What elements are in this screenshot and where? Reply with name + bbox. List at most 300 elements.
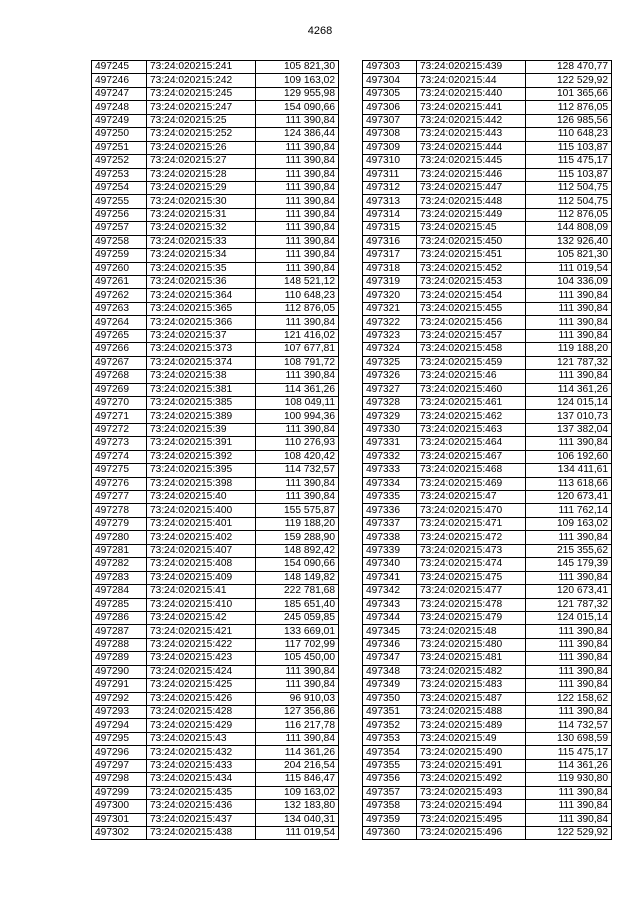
cadastral-number: 73:24:020215:456	[417, 316, 526, 329]
row-number: 497310	[363, 155, 417, 168]
table-row	[92, 638, 339, 651]
table-row	[363, 477, 612, 490]
cadastral-number: 73:24:020215:438	[147, 826, 256, 839]
table-row	[92, 531, 339, 544]
table-row	[363, 517, 612, 530]
cadastral-number: 73:24:020215:43	[147, 732, 256, 745]
cadastral-number: 73:24:020215:432	[147, 746, 256, 759]
cadastral-number: 73:24:020215:471	[417, 517, 526, 530]
cadastral-number: 73:24:020215:407	[147, 544, 256, 557]
row-number: 497336	[363, 504, 417, 517]
cadastral-value: 119 930,80	[526, 773, 612, 786]
row-number: 497267	[92, 356, 147, 369]
table-row	[363, 343, 612, 356]
table-row	[363, 638, 612, 651]
cadastral-value: 111 390,84	[256, 423, 339, 436]
table-row	[92, 759, 339, 772]
cadastral-number: 73:24:020215:366	[147, 316, 256, 329]
table-row	[92, 665, 339, 678]
cadastral-value: 108 049,11	[256, 396, 339, 409]
table-row	[92, 746, 339, 759]
cadastral-value: 114 361,26	[526, 383, 612, 396]
table-row	[363, 558, 612, 571]
table-row	[363, 598, 612, 611]
table-row	[363, 450, 612, 463]
cadastral-number: 73:24:020215:480	[417, 638, 526, 651]
cadastral-number: 73:24:020215:27	[147, 155, 256, 168]
cadastral-value: 127 356,86	[256, 706, 339, 719]
cadastral-number: 73:24:020215:494	[417, 800, 526, 813]
cadastral-number: 73:24:020215:472	[417, 531, 526, 544]
table-row	[92, 423, 339, 436]
row-number: 497312	[363, 181, 417, 194]
table-row	[363, 249, 612, 262]
cadastral-value: 124 386,44	[256, 128, 339, 141]
cadastral-number: 73:24:020215:381	[147, 383, 256, 396]
cadastral-number: 73:24:020215:33	[147, 235, 256, 248]
row-number: 497282	[92, 558, 147, 571]
cadastral-value: 105 821,30	[256, 61, 339, 74]
cadastral-value: 132 926,40	[526, 235, 612, 248]
row-number: 497354	[363, 746, 417, 759]
cadastral-number: 73:24:020215:436	[147, 800, 256, 813]
table-row	[363, 222, 612, 235]
table-row	[92, 800, 339, 813]
table-row	[92, 598, 339, 611]
cadastral-table-left	[91, 60, 339, 840]
table-row	[92, 249, 339, 262]
cadastral-number: 73:24:020215:35	[147, 262, 256, 275]
cadastral-value: 105 821,30	[526, 249, 612, 262]
row-number: 497330	[363, 423, 417, 436]
row-number: 497270	[92, 396, 147, 409]
table-row	[92, 491, 339, 504]
table-row	[363, 504, 612, 517]
cadastral-number: 73:24:020215:470	[417, 504, 526, 517]
cadastral-value: 111 390,84	[526, 437, 612, 450]
row-number: 497329	[363, 410, 417, 423]
cadastral-number: 73:24:020215:477	[417, 585, 526, 598]
cadastral-number: 73:24:020215:475	[417, 571, 526, 584]
table-row	[363, 423, 612, 436]
cadastral-value: 110 648,23	[526, 128, 612, 141]
row-number: 497353	[363, 732, 417, 745]
row-number: 497359	[363, 813, 417, 826]
cadastral-number: 73:24:020215:37	[147, 329, 256, 342]
cadastral-number: 73:24:020215:44	[417, 74, 526, 87]
table-row	[363, 437, 612, 450]
cadastral-value: 111 762,14	[526, 504, 612, 517]
table-row	[92, 276, 339, 289]
cadastral-value: 154 090,66	[256, 101, 339, 114]
row-number: 497326	[363, 370, 417, 383]
cadastral-value: 130 698,59	[526, 732, 612, 745]
cadastral-number: 73:24:020215:493	[417, 786, 526, 799]
cadastral-value: 119 188,20	[256, 517, 339, 530]
row-number: 497284	[92, 585, 147, 598]
cadastral-number: 73:24:020215:401	[147, 517, 256, 530]
cadastral-value: 111 390,84	[256, 370, 339, 383]
row-number: 497358	[363, 800, 417, 813]
cadastral-value: 159 288,90	[256, 531, 339, 544]
cadastral-value: 111 390,84	[256, 262, 339, 275]
table-row	[363, 585, 612, 598]
cadastral-value: 111 390,84	[526, 652, 612, 665]
row-number: 497308	[363, 128, 417, 141]
table-row	[92, 141, 339, 154]
table-row	[363, 383, 612, 396]
row-number: 497296	[92, 746, 147, 759]
row-number: 497314	[363, 208, 417, 221]
row-number: 497252	[92, 155, 147, 168]
table-row	[92, 396, 339, 409]
table-row	[92, 87, 339, 100]
table-row	[363, 571, 612, 584]
table-row	[363, 128, 612, 141]
cadastral-value: 120 673,41	[526, 585, 612, 598]
cadastral-number: 73:24:020215:434	[147, 773, 256, 786]
row-number: 497309	[363, 141, 417, 154]
row-number: 497258	[92, 235, 147, 248]
cadastral-value: 122 158,62	[526, 692, 612, 705]
row-number: 497248	[92, 101, 147, 114]
cadastral-value: 115 475,17	[526, 746, 612, 759]
table-row	[92, 786, 339, 799]
table-row	[363, 826, 612, 839]
cadastral-value: 111 390,84	[256, 114, 339, 127]
table-row	[92, 625, 339, 638]
cadastral-value: 111 390,84	[256, 222, 339, 235]
table-row	[92, 826, 339, 839]
table-row	[363, 652, 612, 665]
table-row	[363, 208, 612, 221]
row-number: 497341	[363, 571, 417, 584]
cadastral-number: 73:24:020215:252	[147, 128, 256, 141]
row-number: 497335	[363, 491, 417, 504]
table-row	[363, 181, 612, 194]
cadastral-number: 73:24:020215:41	[147, 585, 256, 598]
cadastral-number: 73:24:020215:365	[147, 302, 256, 315]
cadastral-number: 73:24:020215:439	[417, 61, 526, 74]
cadastral-value: 105 450,00	[256, 652, 339, 665]
cadastral-number: 73:24:020215:492	[417, 773, 526, 786]
cadastral-number: 73:24:020215:241	[147, 61, 256, 74]
cadastral-number: 73:24:020215:424	[147, 665, 256, 678]
cadastral-value: 185 651,40	[256, 598, 339, 611]
cadastral-number: 73:24:020215:42	[147, 611, 256, 624]
cadastral-number: 73:24:020215:30	[147, 195, 256, 208]
cadastral-number: 73:24:020215:31	[147, 208, 256, 221]
table-row	[92, 383, 339, 396]
table-row	[92, 343, 339, 356]
table-row	[92, 262, 339, 275]
cadastral-number: 73:24:020215:440	[417, 87, 526, 100]
cadastral-value: 116 217,78	[256, 719, 339, 732]
table-row	[363, 773, 612, 786]
table-row	[92, 222, 339, 235]
cadastral-number: 73:24:020215:490	[417, 746, 526, 759]
cadastral-number: 73:24:020215:488	[417, 706, 526, 719]
row-number: 497260	[92, 262, 147, 275]
cadastral-value: 115 103,87	[526, 141, 612, 154]
cadastral-number: 73:24:020215:426	[147, 692, 256, 705]
table-row	[92, 477, 339, 490]
table-row	[92, 450, 339, 463]
table-row	[92, 706, 339, 719]
cadastral-value: 111 019,54	[526, 262, 612, 275]
cadastral-number: 73:24:020215:496	[417, 826, 526, 839]
table-row	[92, 329, 339, 342]
table-row	[92, 74, 339, 87]
cadastral-number: 73:24:020215:435	[147, 786, 256, 799]
row-number: 497356	[363, 773, 417, 786]
table-row	[92, 464, 339, 477]
row-number: 497261	[92, 276, 147, 289]
cadastral-value: 111 390,84	[526, 800, 612, 813]
row-number: 497311	[363, 168, 417, 181]
row-number: 497287	[92, 625, 147, 638]
cadastral-number: 73:24:020215:429	[147, 719, 256, 732]
cadastral-number: 73:24:020215:425	[147, 679, 256, 692]
cadastral-value: 134 411,61	[526, 464, 612, 477]
row-number: 497297	[92, 759, 147, 772]
table-row	[92, 302, 339, 315]
cadastral-value: 128 470,77	[526, 61, 612, 74]
cadastral-number: 73:24:020215:26	[147, 141, 256, 154]
cadastral-value: 112 504,75	[526, 181, 612, 194]
row-number: 497283	[92, 571, 147, 584]
cadastral-number: 73:24:020215:373	[147, 343, 256, 356]
table-row	[363, 706, 612, 719]
cadastral-number: 73:24:020215:451	[417, 249, 526, 262]
cadastral-number: 73:24:020215:395	[147, 464, 256, 477]
row-number: 497295	[92, 732, 147, 745]
cadastral-number: 73:24:020215:453	[417, 276, 526, 289]
cadastral-value: 108 420,42	[256, 450, 339, 463]
cadastral-value: 132 183,80	[256, 800, 339, 813]
cadastral-number: 73:24:020215:48	[417, 625, 526, 638]
table-row	[363, 665, 612, 678]
cadastral-number: 73:24:020215:40	[147, 491, 256, 504]
row-number: 497256	[92, 208, 147, 221]
cadastral-number: 73:24:020215:445	[417, 155, 526, 168]
cadastral-number: 73:24:020215:46	[417, 370, 526, 383]
row-number: 497281	[92, 544, 147, 557]
table-row	[363, 316, 612, 329]
cadastral-number: 73:24:020215:450	[417, 235, 526, 248]
table-row	[92, 504, 339, 517]
table-row	[92, 316, 339, 329]
cadastral-number: 73:24:020215:481	[417, 652, 526, 665]
table-row	[363, 491, 612, 504]
cadastral-number: 73:24:020215:47	[417, 491, 526, 504]
cadastral-value: 154 090,66	[256, 558, 339, 571]
table-row	[92, 544, 339, 557]
table-row	[363, 732, 612, 745]
row-number: 497292	[92, 692, 147, 705]
cadastral-value: 111 390,84	[526, 571, 612, 584]
table-row	[363, 719, 612, 732]
table-row	[92, 61, 339, 74]
table-row	[92, 168, 339, 181]
table-row	[92, 356, 339, 369]
table-row	[363, 302, 612, 315]
cadastral-number: 73:24:020215:421	[147, 625, 256, 638]
cadastral-value: 144 808,09	[526, 222, 612, 235]
cadastral-value: 117 702,99	[256, 638, 339, 651]
table-row	[363, 87, 612, 100]
cadastral-value: 114 361,26	[526, 759, 612, 772]
table-row	[363, 746, 612, 759]
cadastral-value: 124 015,14	[526, 611, 612, 624]
row-number: 497352	[363, 719, 417, 732]
cadastral-number: 73:24:020215:34	[147, 249, 256, 262]
cadastral-value: 115 475,17	[526, 155, 612, 168]
row-number: 497279	[92, 517, 147, 530]
cadastral-number: 73:24:020215:462	[417, 410, 526, 423]
cadastral-number: 73:24:020215:449	[417, 208, 526, 221]
cadastral-number: 73:24:020215:487	[417, 692, 526, 705]
cadastral-value: 137 382,04	[526, 423, 612, 436]
cadastral-value: 124 015,14	[526, 396, 612, 409]
cadastral-number: 73:24:020215:39	[147, 423, 256, 436]
table-row	[363, 611, 612, 624]
cadastral-value: 129 955,98	[256, 87, 339, 100]
table-row	[363, 410, 612, 423]
cadastral-value: 115 103,87	[526, 168, 612, 181]
row-number: 497346	[363, 638, 417, 651]
cadastral-value: 115 846,47	[256, 773, 339, 786]
row-number: 497294	[92, 719, 147, 732]
row-number: 497331	[363, 437, 417, 450]
cadastral-value: 137 010,73	[526, 410, 612, 423]
cadastral-number: 73:24:020215:36	[147, 276, 256, 289]
cadastral-number: 73:24:020215:389	[147, 410, 256, 423]
table-row	[363, 289, 612, 302]
cadastral-value: 204 216,54	[256, 759, 339, 772]
table-row	[363, 168, 612, 181]
cadastral-value: 114 361,26	[256, 746, 339, 759]
cadastral-number: 73:24:020215:242	[147, 74, 256, 87]
row-number: 497357	[363, 786, 417, 799]
row-number: 497247	[92, 87, 147, 100]
cadastral-number: 73:24:020215:458	[417, 343, 526, 356]
cadastral-number: 73:24:020215:459	[417, 356, 526, 369]
row-number: 497276	[92, 477, 147, 490]
cadastral-number: 73:24:020215:437	[147, 813, 256, 826]
table-row	[92, 114, 339, 127]
row-number: 497254	[92, 181, 147, 194]
table-row	[363, 195, 612, 208]
table-row	[363, 464, 612, 477]
table-row	[363, 800, 612, 813]
cadastral-value: 111 390,84	[526, 638, 612, 651]
row-number: 497345	[363, 625, 417, 638]
cadastral-value: 111 390,84	[526, 625, 612, 638]
table-row	[92, 558, 339, 571]
cadastral-number: 73:24:020215:398	[147, 477, 256, 490]
cadastral-value: 245 059,85	[256, 611, 339, 624]
cadastral-value: 155 575,87	[256, 504, 339, 517]
cadastral-number: 73:24:020215:443	[417, 128, 526, 141]
cadastral-number: 73:24:020215:491	[417, 759, 526, 772]
row-number: 497273	[92, 437, 147, 450]
row-number: 497344	[363, 611, 417, 624]
cadastral-value: 111 390,84	[256, 249, 339, 262]
row-number: 497318	[363, 262, 417, 275]
table-row	[363, 396, 612, 409]
table-row	[363, 155, 612, 168]
row-number: 497325	[363, 356, 417, 369]
row-number: 497307	[363, 114, 417, 127]
cadastral-value: 111 390,84	[526, 813, 612, 826]
cadastral-number: 73:24:020215:474	[417, 558, 526, 571]
table-row	[363, 813, 612, 826]
cadastral-value: 121 787,32	[526, 598, 612, 611]
cadastral-number: 73:24:020215:245	[147, 87, 256, 100]
row-number: 497304	[363, 74, 417, 87]
row-number: 497263	[92, 302, 147, 315]
cadastral-value: 145 179,39	[526, 558, 612, 571]
row-number: 497322	[363, 316, 417, 329]
cadastral-value: 121 416,02	[256, 329, 339, 342]
cadastral-number: 73:24:020215:428	[147, 706, 256, 719]
table-row	[92, 437, 339, 450]
row-number: 497290	[92, 665, 147, 678]
row-number: 497285	[92, 598, 147, 611]
row-number: 497246	[92, 74, 147, 87]
table-row	[92, 679, 339, 692]
cadastral-value: 111 390,84	[526, 329, 612, 342]
cadastral-value: 111 390,84	[256, 491, 339, 504]
cadastral-number: 73:24:020215:473	[417, 544, 526, 557]
row-number: 497305	[363, 87, 417, 100]
cadastral-number: 73:24:020215:400	[147, 504, 256, 517]
cadastral-value: 111 390,84	[256, 141, 339, 154]
cadastral-value: 111 390,84	[256, 732, 339, 745]
cadastral-number: 73:24:020215:483	[417, 679, 526, 692]
table-row	[363, 329, 612, 342]
cadastral-value: 111 390,84	[256, 155, 339, 168]
table-row	[363, 625, 612, 638]
cadastral-number: 73:24:020215:364	[147, 289, 256, 302]
cadastral-number: 73:24:020215:467	[417, 450, 526, 463]
table-row	[92, 181, 339, 194]
row-number: 497327	[363, 383, 417, 396]
table-row	[92, 611, 339, 624]
row-number: 497321	[363, 302, 417, 315]
row-number: 497323	[363, 329, 417, 342]
cadastral-number: 73:24:020215:479	[417, 611, 526, 624]
cadastral-number: 73:24:020215:448	[417, 195, 526, 208]
cadastral-value: 109 163,02	[256, 786, 339, 799]
cadastral-number: 73:24:020215:385	[147, 396, 256, 409]
row-number: 497274	[92, 450, 147, 463]
row-number: 497259	[92, 249, 147, 262]
table-row	[92, 517, 339, 530]
row-number: 497278	[92, 504, 147, 517]
row-number: 497343	[363, 598, 417, 611]
row-number: 497249	[92, 114, 147, 127]
cadastral-value: 133 669,01	[256, 625, 339, 638]
row-number: 497332	[363, 450, 417, 463]
cadastral-number: 73:24:020215:464	[417, 437, 526, 450]
cadastral-number: 73:24:020215:38	[147, 370, 256, 383]
row-number: 497317	[363, 249, 417, 262]
row-number: 497288	[92, 638, 147, 651]
row-number: 497348	[363, 665, 417, 678]
cadastral-number: 73:24:020215:469	[417, 477, 526, 490]
